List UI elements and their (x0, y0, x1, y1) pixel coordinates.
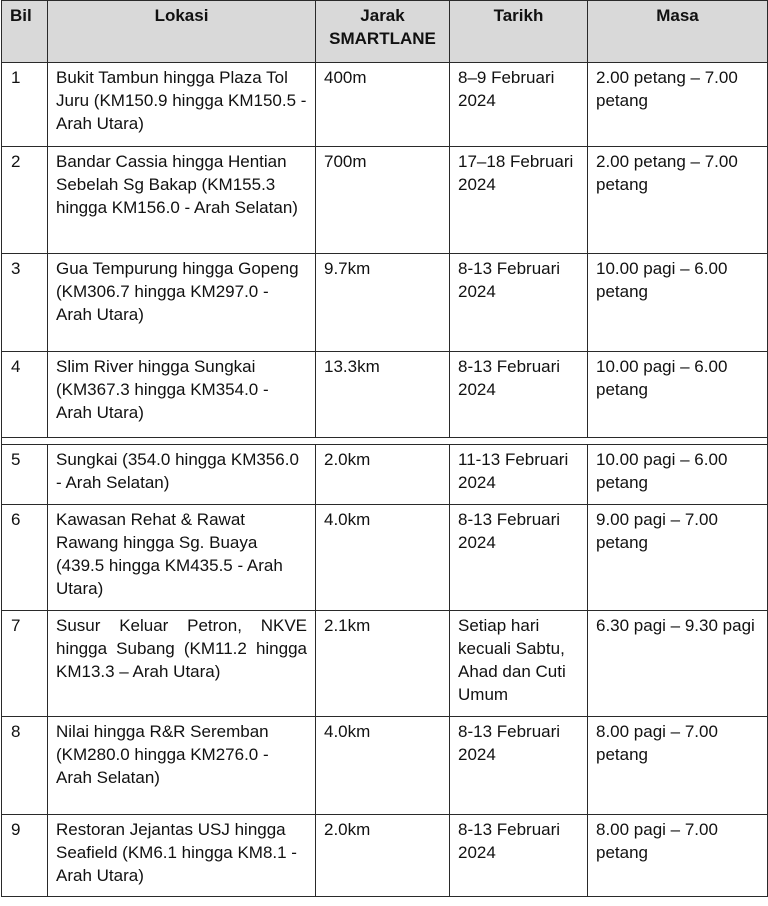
cell-masa: 2.00 petang – 7.00 petang (588, 63, 768, 147)
cell-tarikh: 8-13 Februari 2024 (450, 254, 588, 352)
cell-bil: 5 (2, 445, 48, 505)
table-row (2, 147, 768, 254)
cell-masa: 10.00 pagi – 6.00 petang (588, 445, 768, 505)
cell-jarak: 2.0km (316, 445, 450, 505)
header-jarak-line2: SMARTLANE (329, 29, 436, 48)
cell-bil: 6 (2, 505, 48, 611)
cell-lokasi: Gua Tempurung hingga Gopeng (KM306.7 hingga KM297.0 - Arah Utara) (48, 254, 316, 352)
cell-jarak: 13.3km (316, 352, 450, 438)
cell-tarikh: 8-13 Februari 2024 (450, 505, 588, 611)
table-row (2, 815, 768, 897)
cell-tarikh: 11-13 Februari 2024 (450, 445, 588, 505)
cell-tarikh: 8–9 Februari 2024 (450, 63, 588, 147)
header-tarikh: Tarikh (450, 1, 588, 63)
cell-bil: 8 (2, 717, 48, 815)
cell-tarikh: 8-13 Februari 2024 (450, 717, 588, 815)
header-bil: Bil (2, 1, 48, 63)
cell-bil: 4 (2, 352, 48, 438)
cell-masa: 9.00 pagi – 7.00 petang (588, 505, 768, 611)
row-divider (2, 438, 768, 445)
cell-masa: 8.00 pagi – 7.00 petang (588, 717, 768, 815)
smartlane-table (1, 0, 768, 897)
header-row (2, 1, 768, 63)
cell-bil: 2 (2, 147, 48, 254)
cell-lokasi: Bukit Tambun hingga Plaza Tol Juru (KM150.9 hingga KM150.5 -Arah Utara) (48, 63, 316, 147)
cell-bil: 3 (2, 254, 48, 352)
table-row (2, 63, 768, 147)
cell-lokasi: Bandar Cassia hingga Hentian Sebelah Sg Bakap (KM155.3 hingga KM156.0 - Arah Selatan) (48, 147, 316, 254)
header-masa: Masa (588, 1, 768, 63)
table-row (2, 445, 768, 505)
cell-jarak: 9.7km (316, 254, 450, 352)
cell-bil: 9 (2, 815, 48, 897)
cell-lokasi: Kawasan Rehat & Rawat Rawang hingga Sg. Buaya (439.5 hingga KM435.5 - Arah Utara) (48, 505, 316, 611)
cell-tarikh: 8-13 Februari 2024 (450, 815, 588, 897)
header-jarak (316, 1, 450, 63)
table-row (2, 717, 768, 815)
cell-jarak: 4.0km (316, 505, 450, 611)
cell-jarak: 2.0km (316, 815, 450, 897)
cell-tarikh: 17–18 Februari 2024 (450, 147, 588, 254)
cell-masa: 8.00 pagi – 7.00 petang (588, 815, 768, 897)
table-row (2, 254, 768, 352)
cell-lokasi: Slim River hingga Sungkai (KM367.3 hingga KM354.0 - Arah Utara) (48, 352, 316, 438)
cell-lokasi: Susur Keluar Petron, NKVE hingga Subang (KM11.2 hingga KM13.3 – Arah Utara) (48, 611, 316, 717)
cell-tarikh: 8-13 Februari 2024 (450, 352, 588, 438)
cell-jarak: 400m (316, 63, 450, 147)
table-row (2, 505, 768, 611)
table-row (2, 352, 768, 438)
cell-jarak: 2.1km (316, 611, 450, 717)
cell-masa: 10.00 pagi – 6.00 petang (588, 352, 768, 438)
cell-jarak: 4.0km (316, 717, 450, 815)
cell-lokasi: Restoran Jejantas USJ hingga Seafield (KM6.1 hingga KM8.1 - Arah Utara) (48, 815, 316, 897)
cell-masa: 10.00 pagi – 6.00 petang (588, 254, 768, 352)
cell-lokasi: Sungkai (354.0 hingga KM356.0 - Arah Selatan) (48, 445, 316, 505)
row-divider-cell (2, 438, 768, 445)
cell-masa: 6.30 pagi – 9.30 pagi (588, 611, 768, 717)
cell-lokasi: Nilai hingga R&R Seremban (KM280.0 hingga KM276.0 - Arah Selatan) (48, 717, 316, 815)
cell-jarak: 700m (316, 147, 450, 254)
table-row (2, 611, 768, 717)
cell-tarikh: Setiap hari kecuali Sabtu, Ahad dan Cuti Umum (450, 611, 588, 717)
cell-bil: 1 (2, 63, 48, 147)
header-lokasi: Lokasi (48, 1, 316, 63)
cell-bil: 7 (2, 611, 48, 717)
header-jarak-line1: Jarak (360, 6, 405, 25)
cell-masa: 2.00 petang – 7.00 petang (588, 147, 768, 254)
